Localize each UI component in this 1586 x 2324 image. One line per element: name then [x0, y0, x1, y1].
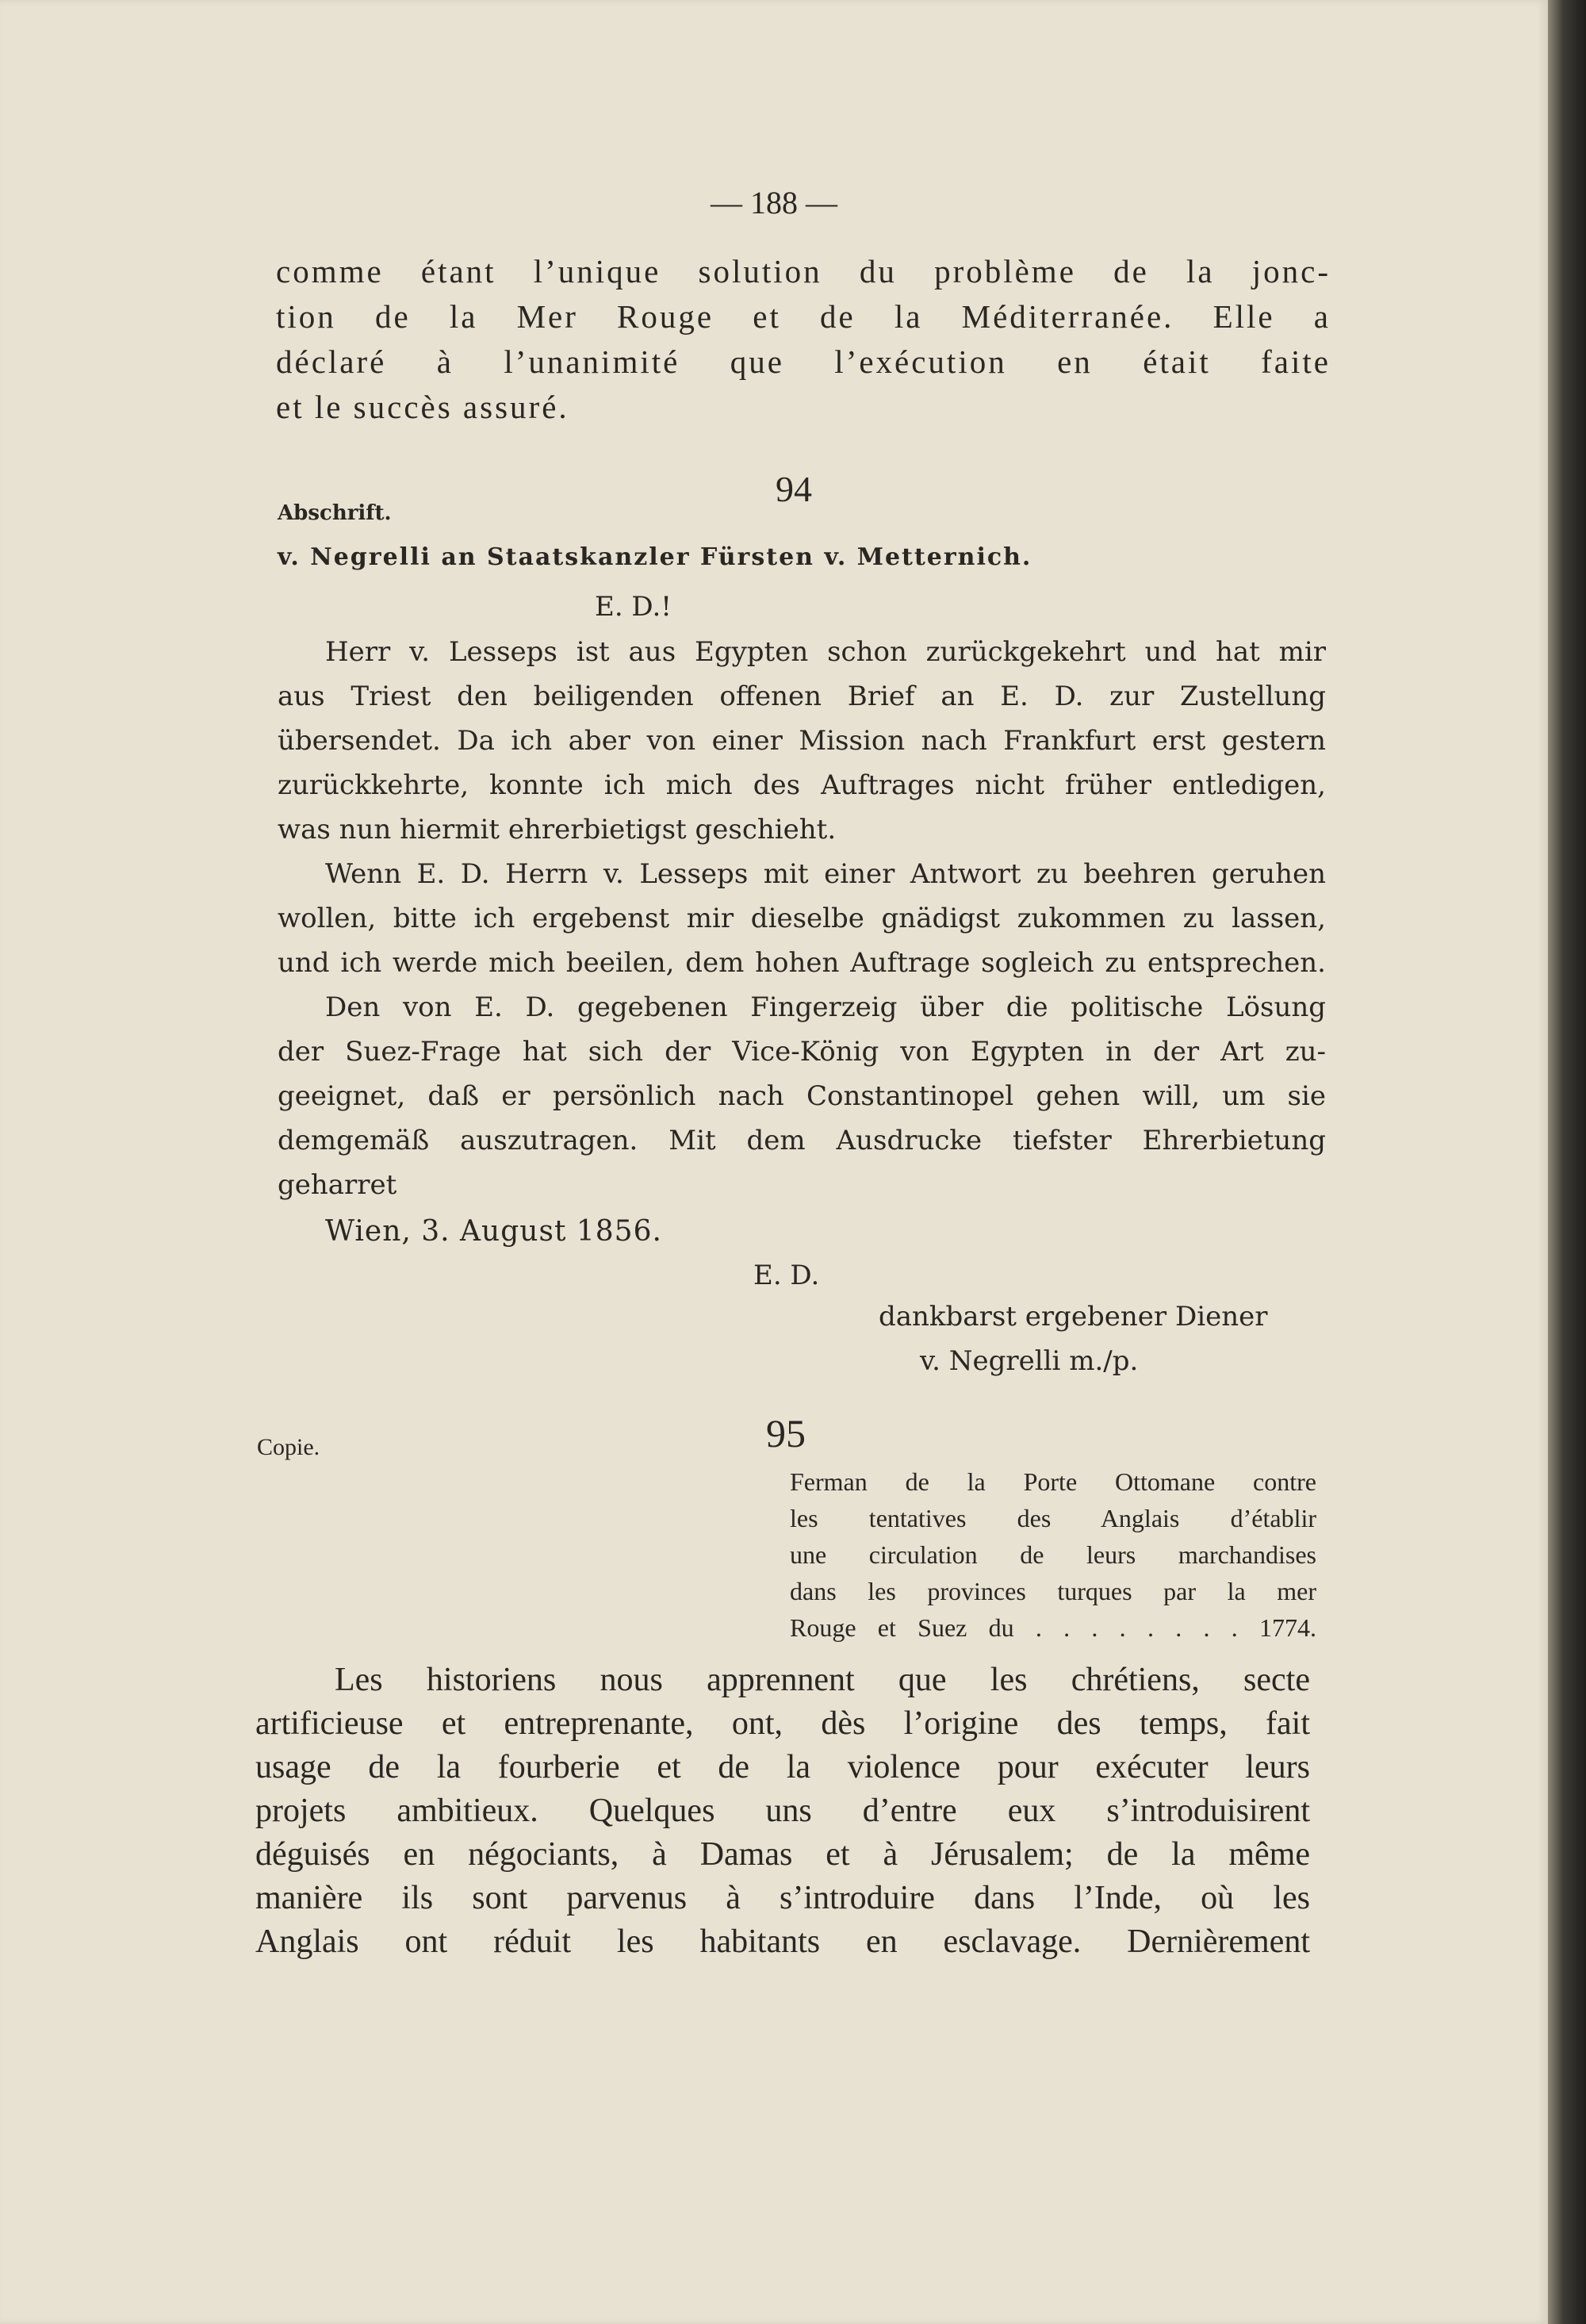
text-line: déclaré à l’unanimité que l’exécution en était faite	[276, 343, 1331, 380]
letter-closing-servant: dankbarst ergebener Diener	[879, 1301, 1268, 1333]
text-line: artificieuse et entreprenante, ont, dès l’origine des temps, fait	[255, 1705, 1310, 1742]
letter-signature: v. Negrelli m./p.	[920, 1345, 1139, 1377]
text-line: geeignet, daß er persönlich nach Constantinopel gehen will, um sie	[278, 1080, 1326, 1112]
letter-heading: v. Negrelli an Staatskanzler Fürsten v. Metternich.	[278, 543, 1032, 571]
text-line: demgemäß auszutragen. Mit dem Ausdrucke tiefster Ehrerbietung	[278, 1125, 1326, 1156]
text-line: was nun hiermit ehrerbietigst geschieht.	[278, 814, 837, 846]
text-line: zurückkehrte, konnte ich mich des Auftrages nicht früher entledigen,	[278, 769, 1326, 801]
summary-line: les tentatives des Anglais d’établir	[790, 1504, 1316, 1532]
text-line: Les historiens nous apprennent que les chrétiens, secte	[335, 1662, 1310, 1698]
summary-line: Ferman de la Porte Ottomane contre	[790, 1467, 1316, 1496]
text-line: déguisés en négociants, à Damas et à Jérusalem; de la même	[255, 1836, 1310, 1873]
text-line: manière ils sont parvenus à s’introduire dans l’Inde, où les	[255, 1880, 1310, 1916]
text-line: aus Triest den beiligenden offenen Brief an E. D. zur Zustellung	[278, 681, 1326, 712]
document-number-94: 94	[776, 469, 812, 509]
letter-place-date: Wien, 3. August 1856.	[325, 1215, 662, 1248]
text-line: et le succès assuré.	[276, 389, 569, 425]
text-line: und ich werde mich beeilen, dem hohen Auftrage sogleich zu entsprechen.	[278, 947, 1326, 979]
letter-closing-ed: E. D.	[753, 1260, 820, 1291]
summary-line: dans les provinces turques par la mer	[790, 1577, 1316, 1605]
letter-salutation: E. D.!	[595, 591, 672, 623]
text-line: comme étant l’unique solution du problème de la jonc-	[276, 253, 1331, 290]
text-line: übersendet. Da ich aber von einer Mission nach Frankfurt erst gestern	[278, 725, 1326, 757]
text-line: der Suez-Frage hat sich der Vice-König von Egypten in der Art zu-	[278, 1036, 1326, 1068]
text-line: tion de la Mer Rouge et de la Méditerranée. Elle a	[276, 298, 1331, 335]
text-line: Anglais ont réduit les habitants en esclavage. Dernièrement	[255, 1923, 1310, 1960]
text-line: geharret	[278, 1169, 397, 1201]
text-line: Wenn E. D. Herrn v. Lesseps mit einer Antwort zu beehren geruhen	[325, 858, 1326, 890]
page-number: — 188 —	[711, 185, 837, 221]
text-line: wollen, bitte ich ergebenst mir dieselbe gnädigst zukommen zu lassen,	[278, 903, 1326, 934]
document-number-95: 95	[766, 1411, 806, 1455]
book-spine-edge	[1548, 0, 1586, 2324]
text-line: projets ambitieux. Quelques uns d’entre eux s’introduisirent	[255, 1793, 1310, 1829]
text-line: usage de la fourberie et de la violence pour exécuter leurs	[255, 1749, 1310, 1785]
summary-line: une circulation de leurs marchandises	[790, 1540, 1316, 1569]
copy-label-copie: Copie.	[257, 1434, 320, 1460]
summary-line: Rouge et Suez du . . . . . . . . 1774.	[790, 1613, 1316, 1642]
copy-label-abschrift: Abschrift.	[278, 501, 392, 525]
text-line: Herr v. Lesseps ist aus Egypten schon zurückgekehrt und hat mir	[325, 636, 1326, 668]
text-line: Den von E. D. gegebenen Fingerzeig über die politische Lösung	[325, 991, 1326, 1023]
